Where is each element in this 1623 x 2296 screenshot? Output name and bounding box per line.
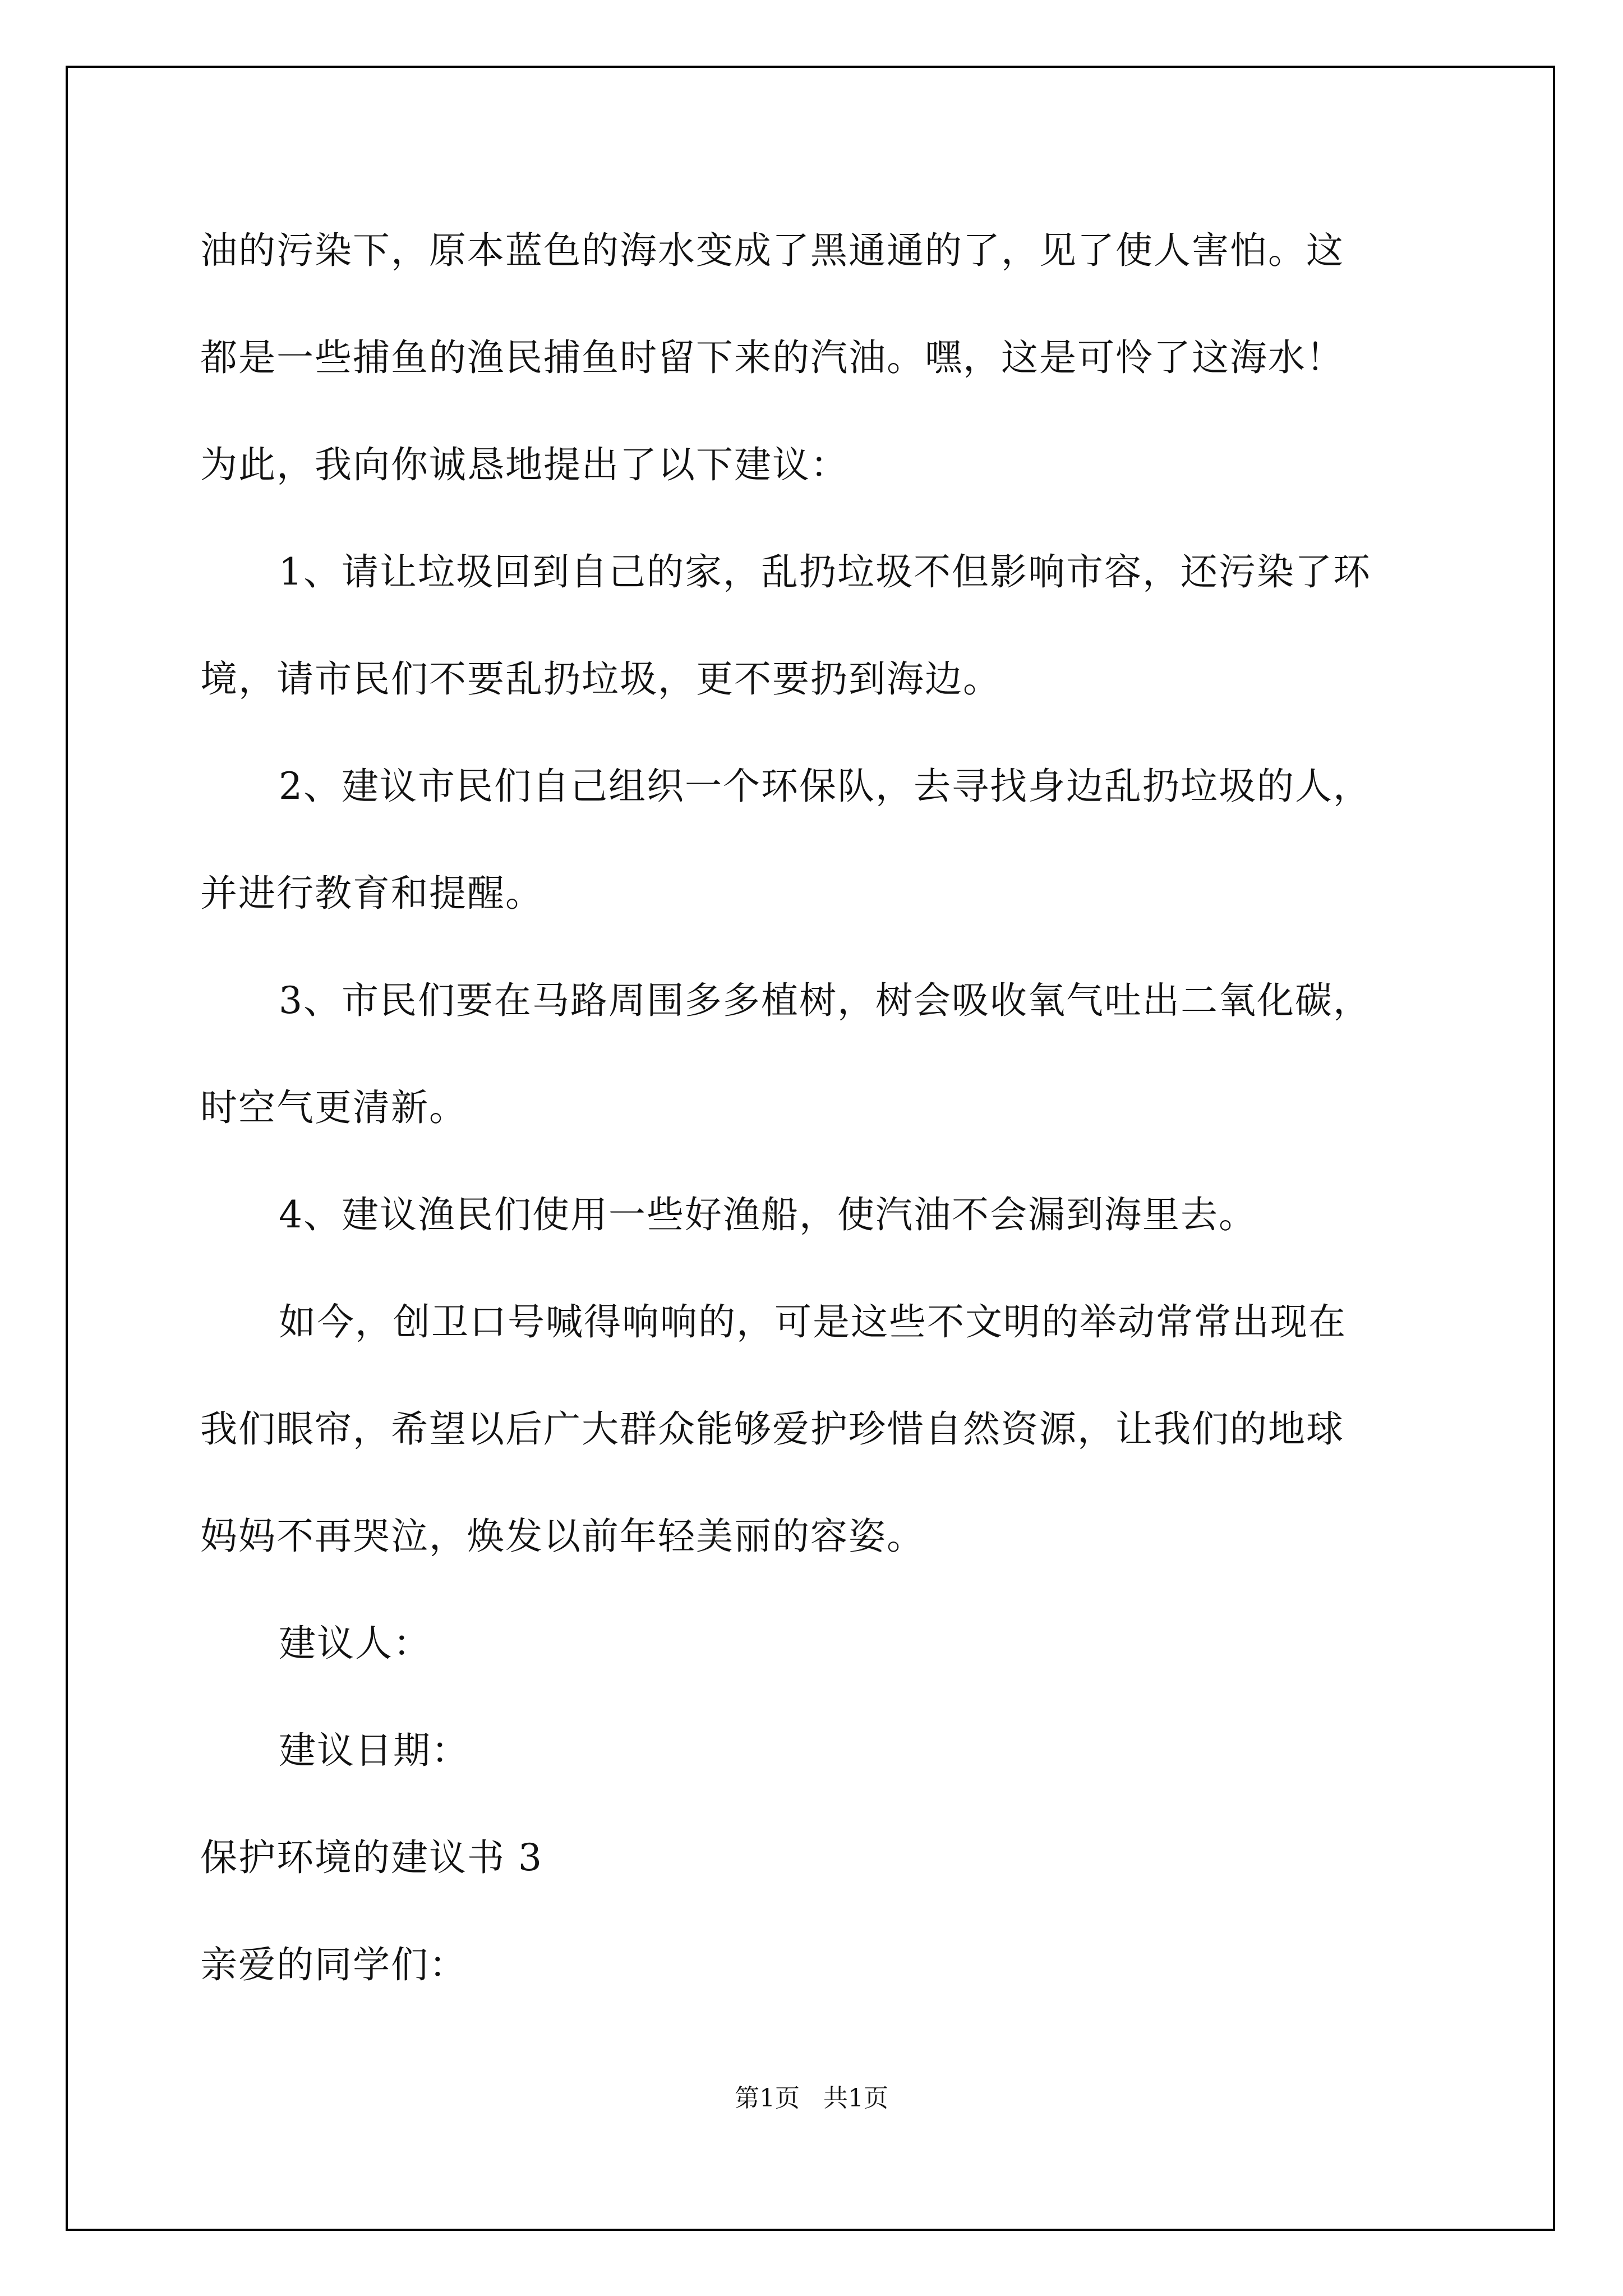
date-label: 建议日期： xyxy=(279,1729,469,1772)
page-border xyxy=(66,66,1555,2231)
paragraph-line: 都是一些捕鱼的渔民捕鱼时留下来的汽油。嘿，这是可怜了这海水！ xyxy=(200,336,1344,379)
paragraph-line: 油的污染下，原本蓝色的海水变成了黑通通的了，见了使人害怕。这 xyxy=(200,229,1344,272)
paragraph-line: 为此，我向你诚恳地提出了以下建议： xyxy=(200,443,849,486)
paragraph-line: 时空气更清新。 xyxy=(200,1086,467,1129)
page-footer: 第1页 共1页 xyxy=(735,2084,888,2113)
paragraph-line: 并进行教育和提醒。 xyxy=(200,872,543,915)
paragraph-line: 我们眼帘，希望以后广大群众能够爱护珍惜自然资源，让我们的地球 xyxy=(200,1407,1344,1451)
paragraph-line: 4、建议渔民们使用一些好渔船，使汽油不会漏到海里去。 xyxy=(279,1193,1257,1236)
salutation: 亲爱的同学们： xyxy=(200,1943,467,1986)
paragraph-line: 如今，创卫口号喊得响响的，可是这些不文明的举动常常出现在 xyxy=(279,1300,1347,1343)
paragraph-line: 2、建议市民们自己组织一个环保队，去寻找身边乱扔垃圾的人， xyxy=(279,765,1371,808)
proposer-label: 建议人： xyxy=(279,1622,431,1665)
paragraph-line: 3、市民们要在马路周围多多植树，树会吸收氧气吐出二氧化碳， xyxy=(279,979,1371,1022)
paragraph-line: 妈妈不再哭泣，焕发以前年轻美丽的容姿。 xyxy=(200,1515,925,1558)
paragraph-line: 境，请市民们不要乱扔垃圾，更不要扔到海边。 xyxy=(200,657,1001,701)
paragraph-line: 1、请让垃圾回到自己的家，乱扔垃圾不但影响市容，还污染了环 xyxy=(279,550,1371,593)
section-title: 保护环境的建议书 3 xyxy=(200,1836,543,1879)
